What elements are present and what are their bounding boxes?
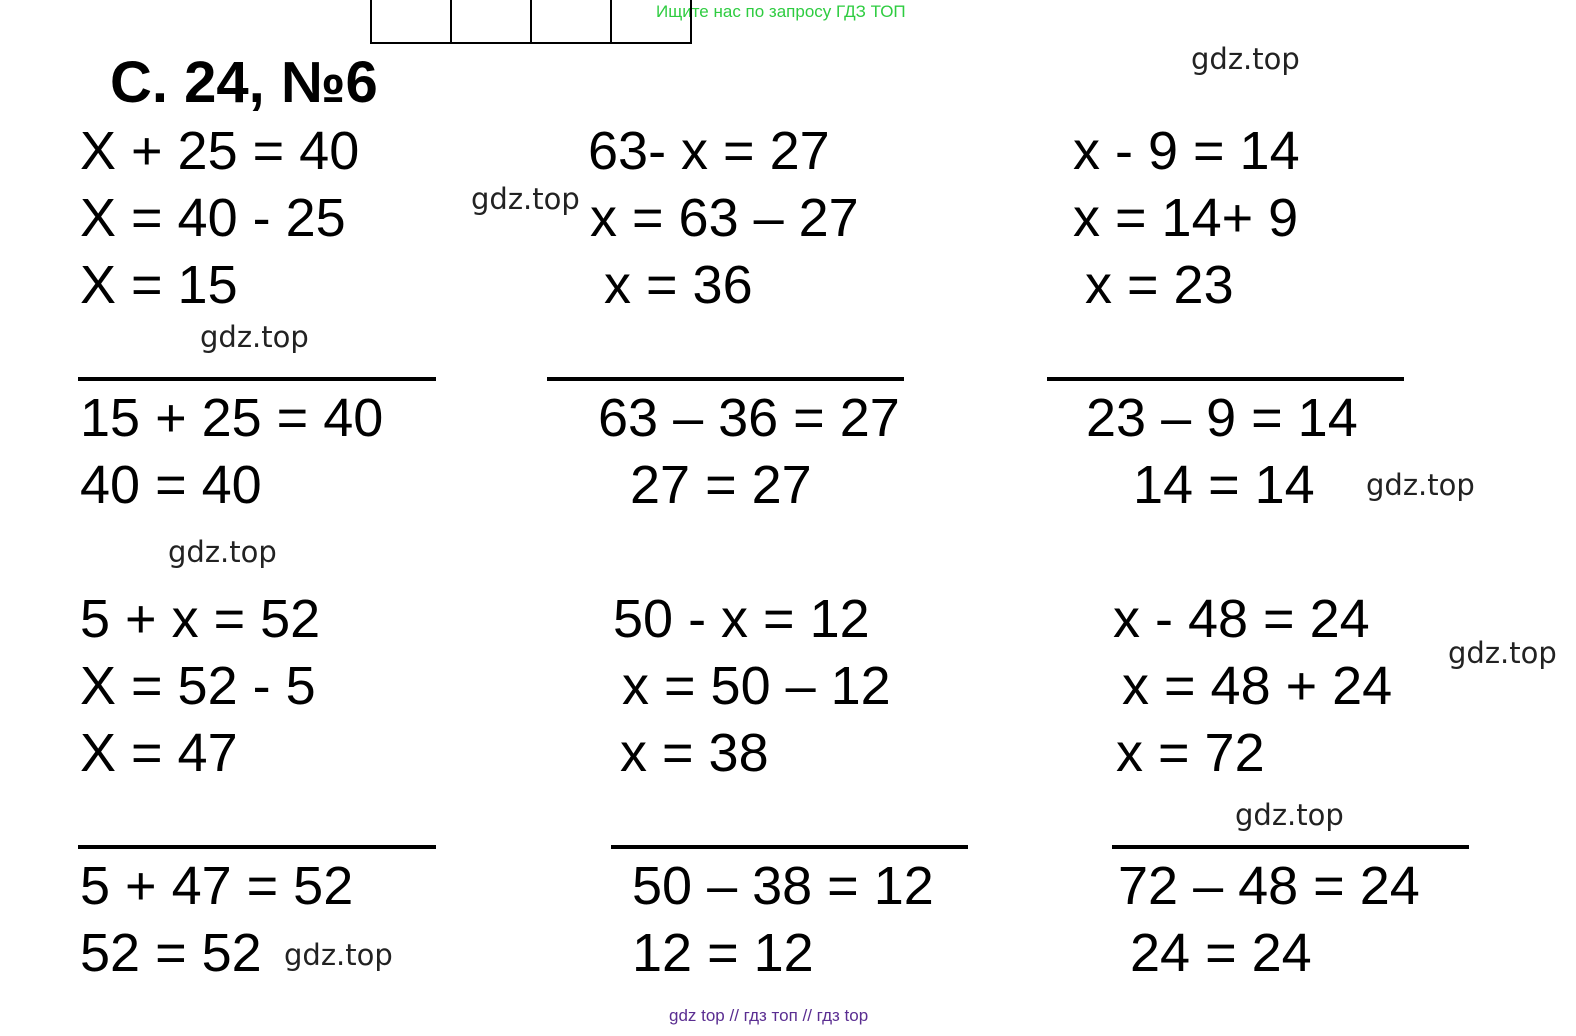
watermark: gdz.top xyxy=(471,182,580,216)
divider-line xyxy=(1112,845,1469,849)
equation-line: X = 47 xyxy=(80,723,238,783)
equation-line: X + 25 = 40 xyxy=(80,121,360,181)
watermark: gdz.top xyxy=(1366,468,1475,502)
equation-line: x = 63 – 27 xyxy=(590,188,859,248)
divider-line xyxy=(1047,377,1404,381)
check-line: 72 – 48 = 24 xyxy=(1118,856,1420,916)
check-line: 5 + 47 = 52 xyxy=(80,856,354,916)
table-fragment xyxy=(370,0,692,44)
divider-line xyxy=(611,845,968,849)
equation-line: x - 48 = 24 xyxy=(1113,589,1370,649)
equation-line: x - 9 = 14 xyxy=(1073,121,1300,181)
equation-line: x = 38 xyxy=(620,723,769,783)
equation-line: x = 50 – 12 xyxy=(622,656,891,716)
watermark: gdz.top xyxy=(1191,42,1300,76)
footer-links[interactable]: gdz top // гдз топ // гдз top xyxy=(669,1006,869,1025)
watermark: gdz.top xyxy=(1448,636,1557,670)
watermark: gdz.top xyxy=(200,320,309,354)
equation-line: 5 + x = 52 xyxy=(80,589,321,649)
equation-line: x = 23 xyxy=(1085,255,1234,315)
check-line: 12 = 12 xyxy=(632,923,814,983)
equation-line: x = 36 xyxy=(604,255,753,315)
watermark: gdz.top xyxy=(284,938,393,972)
watermark: gdz.top xyxy=(168,535,277,569)
equation-line: X = 40 - 25 xyxy=(80,188,346,248)
check-line: 14 = 14 xyxy=(1133,455,1315,515)
check-line: 15 + 25 = 40 xyxy=(80,388,384,448)
equation-line: X = 52 - 5 xyxy=(80,656,316,716)
check-line: 27 = 27 xyxy=(630,455,812,515)
divider-line xyxy=(78,377,436,381)
equation-line: X = 15 xyxy=(80,255,238,315)
check-line: 40 = 40 xyxy=(80,455,262,515)
divider-line xyxy=(78,845,436,849)
equation-line: x = 48 + 24 xyxy=(1122,656,1393,716)
search-hint-link[interactable]: Ищите нас по запросу ГДЗ ТОП xyxy=(656,2,906,21)
equation-line: 63- x = 27 xyxy=(588,121,830,181)
divider-line xyxy=(547,377,904,381)
watermark: gdz.top xyxy=(1235,798,1344,832)
check-line: 50 – 38 = 12 xyxy=(632,856,934,916)
check-line: 63 – 36 = 27 xyxy=(598,388,900,448)
equation-line: x = 14+ 9 xyxy=(1073,188,1299,248)
check-line: 52 = 52 xyxy=(80,923,262,983)
equation-line: x = 72 xyxy=(1116,723,1265,783)
page-title: С. 24, №6 xyxy=(110,50,378,115)
equation-line: 50 - x = 12 xyxy=(613,589,870,649)
check-line: 23 – 9 = 14 xyxy=(1086,388,1358,448)
check-line: 24 = 24 xyxy=(1130,923,1312,983)
